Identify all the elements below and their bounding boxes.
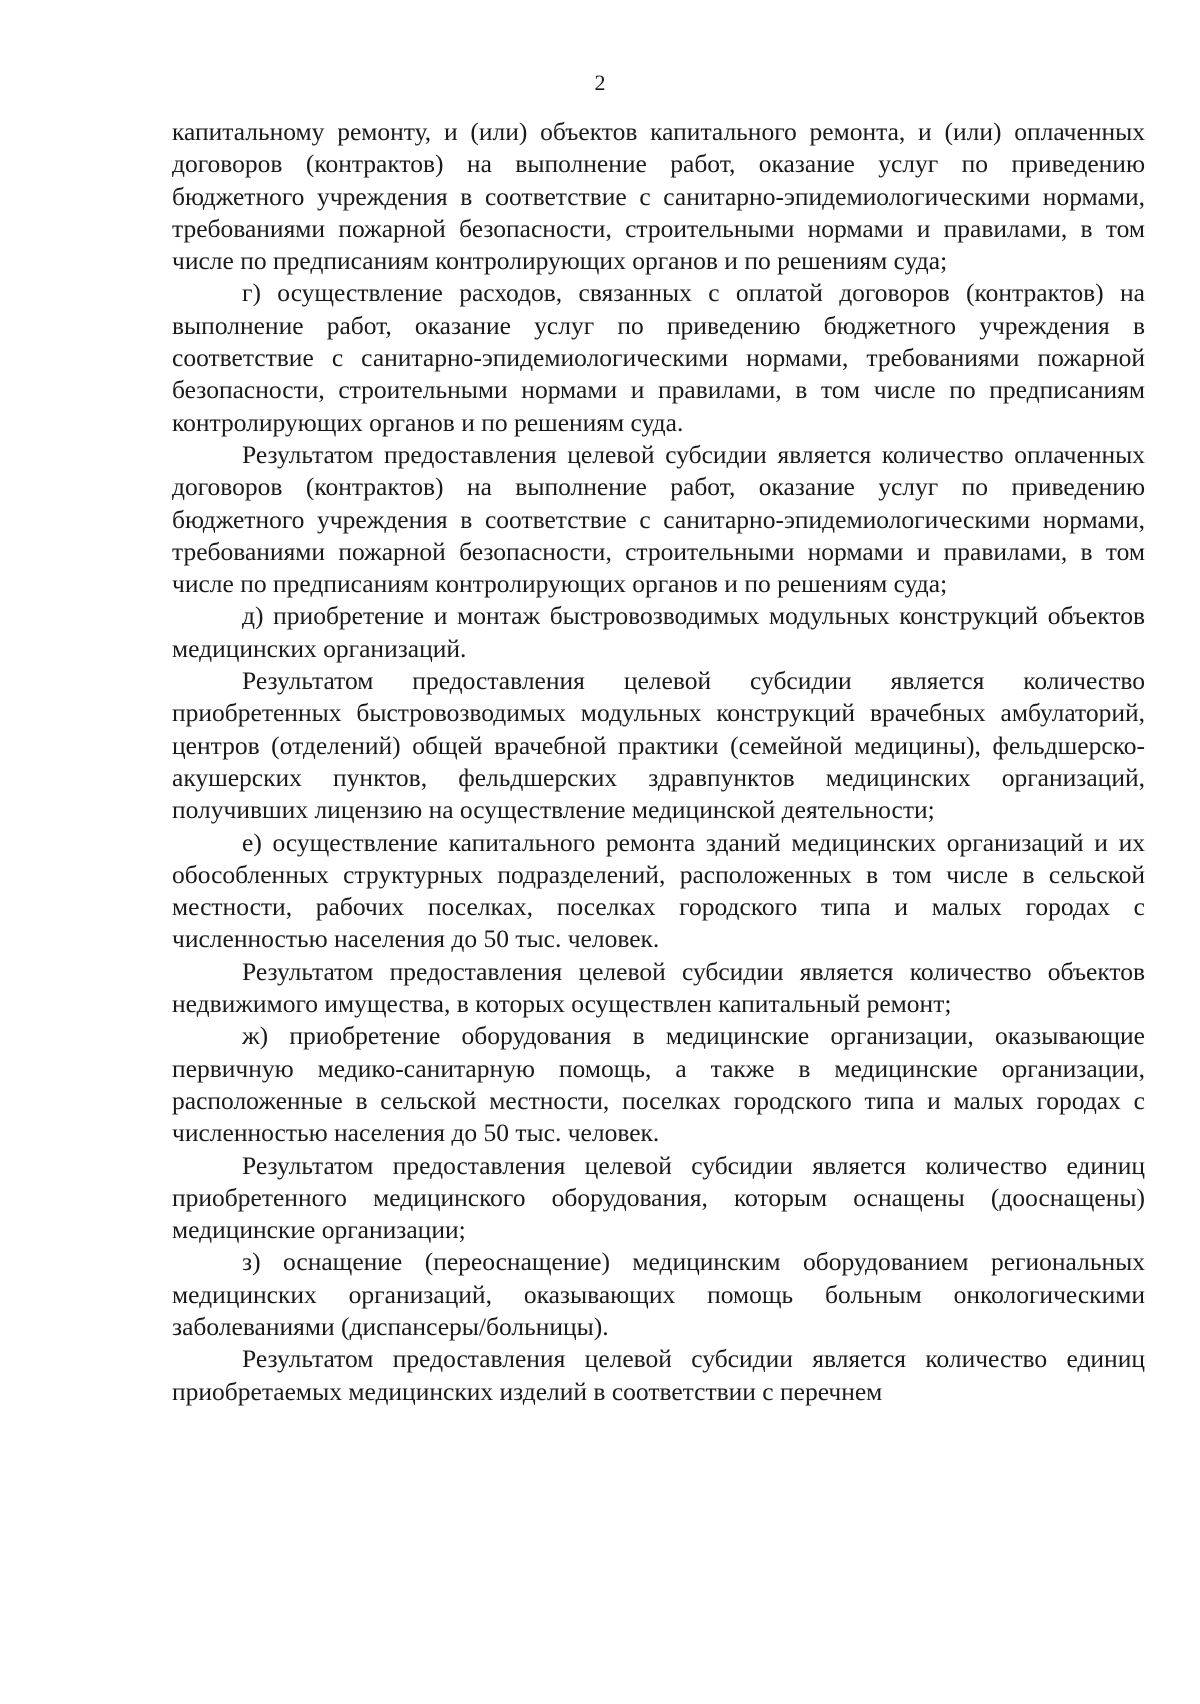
paragraph-item-zh: ж) приобретение оборудования в медицинские организации, оказывающие первичную медико-санитарную помощь, а также в медицинские организации, расположенные в сельской местности, поселках городского типа и малых городах с численностью населения до 50 тыс. человек. [172,1021,1145,1148]
paragraph-item-g: г) осуществление расходов, связанных с оплатой договоров (контрактов) на выполнение работ, оказание услуг по приведению бюджетного учреждения в соответствие с санитарно-эпидемиологическими нормами, требованиями пожарной безопасности, строительными нормами и правилами, в том числе по предписаниям контролирующих органов и по решениям суда. [172,278,1145,437]
paragraph-item-e: е) осуществление капитального ремонта зданий медицинских организаций и их обособленных структурных подразделений, расположенных в том числе в сельской местности, рабочих поселках, поселках городского типа и малых городах с численностью населения до 50 тыс. человек. [172,827,1145,954]
page-number: 2 [594,70,606,95]
paragraph-result-g: Результатом предоставления целевой субсидии является количество оплаченных договоров (контрактов) на выполнение работ, оказание услуг по приведению бюджетного учреждения в соответствие с санитарно-эпидемиологическими нормами, требованиями пожарной безопасности, строительными нормами и правилами, в том числе по предписаниям контролирующих органов и по решениям суда; [172,439,1145,599]
paragraph-item-z: з) оснащение (переоснащение) медицинским оборудованием региональных медицинских организаций, оказывающих помощь больным онкологическими заболеваниями (диспансеры/больницы). [172,1247,1145,1341]
paragraph-continuation: капитальному ремонту, и (или) объектов капитального ремонта, и (или) оплаченных договоров (контрактов) на выполнение работ, оказание услуг по приведению бюджетного учреждения в соответствие с санитарно-эпидемиологическими нормами, требованиями пожарной безопасности, строительными нормами и правилами, в том числе по предписаниям контролирующих органов и по решениям суда; [172,117,1145,276]
paragraph-result-z: Результатом предоставления целевой субсидии является количество единиц приобретаемых медицинских изделий в соответствии с перечнем [172,1344,1145,1406]
paragraph-result-d: Результатом предоставления целевой субсидии является количество приобретенных быстровозводимых модульных конструкций врачебных амбулаторий, центров (отделений) общей врачебной практики (семейной медицины), фельдшерско-акушерских пунктов, фельдшерских здравпунктов медицинских организаций, получивших лицензию на осуществление медицинской деятельности; [172,666,1145,825]
paragraph-item-d: д) приобретение и монтаж быстровозводимых модульных конструкций объектов медицинских организаций. [172,601,1145,663]
document-body [172,116,1145,1408]
paragraph-result-zh: Результатом предоставления целевой субсидии является количество единиц приобретенного медицинского оборудования, которым оснащены (дооснащены) медицинские организации; [172,1150,1145,1245]
paragraph-result-e: Результатом предоставления целевой субсидии является количество объектов недвижимого имущества, в которых осуществлен капитальный ремонт; [172,956,1145,1019]
